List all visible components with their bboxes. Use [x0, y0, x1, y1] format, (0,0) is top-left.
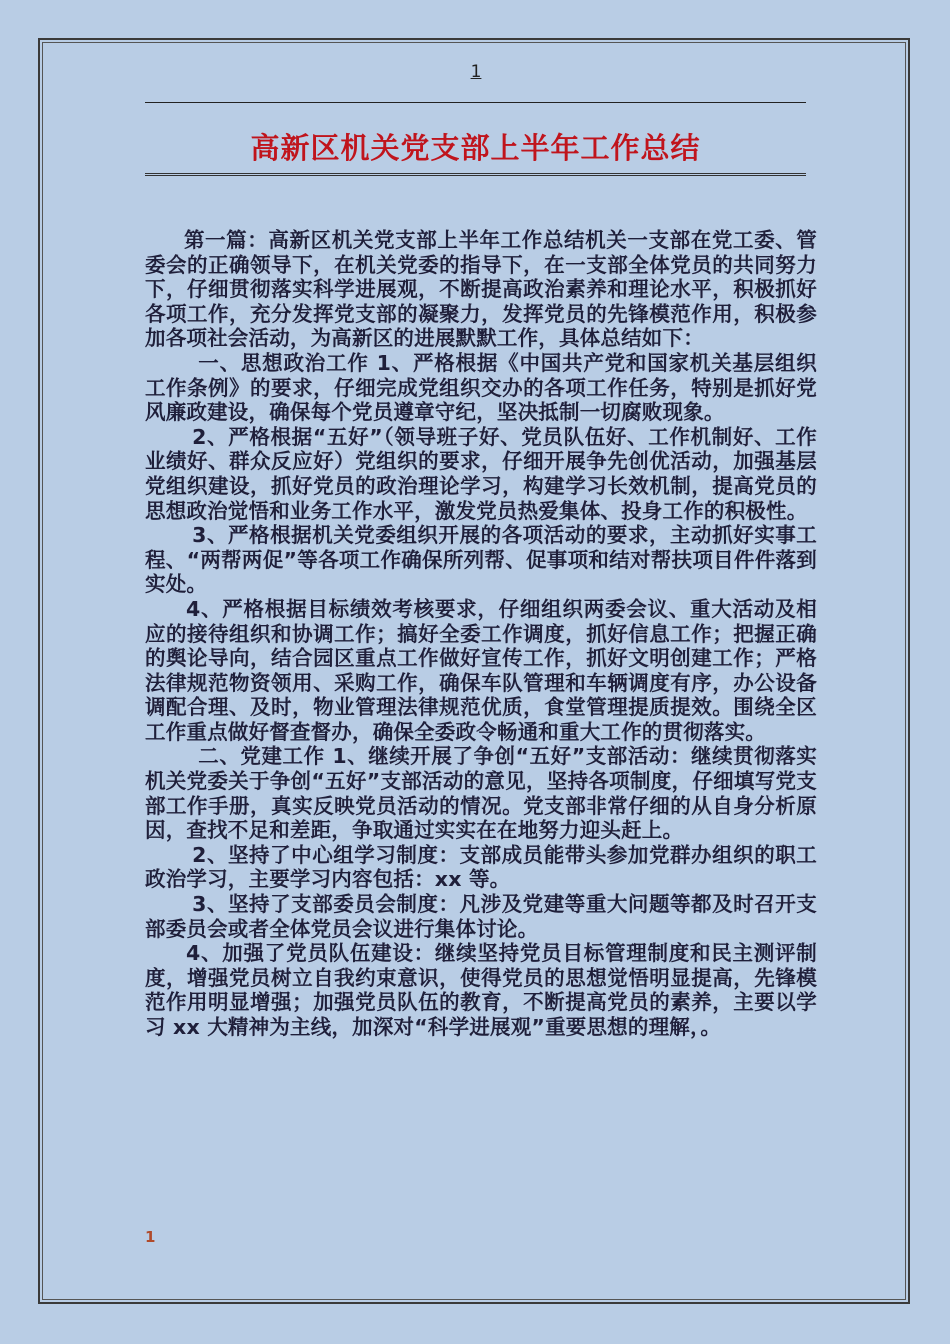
header-divider	[145, 102, 806, 103]
paragraph: 二、党建工作 1、继续开展了争创“五好”支部活动：继续贯彻落实机关党委关于争创“五好”支部活动的意见，坚持各项制度，仔细填写党支部工作手册，真实反映党员活动的情况。党支部非常仔细的从自身分析原因，查找不足和差距，争取通过实实在在地努力迎头赶上。	[145, 744, 817, 843]
footer-page-number: 1	[145, 1228, 156, 1246]
paragraph: 2、严格根据“五好”（领导班子好、党员队伍好、工作机制好、工作业绩好、群众反应好）党组织的要求，仔细开展争先创优活动，加强基层党组织建设，抓好党员的政治理论学习，构建学习长效机制，提高党员的思想政治觉悟和业务工作水平，激发党员热爱集体、投身工作的积极性。	[145, 424, 817, 523]
paragraph: 4、加强了党员队伍建设：继续坚持党员目标管理制度和民主测评制度，增强党员树立自我约束意识，使得党员的思想觉悟明显提高，先锋模范作用明显增强；加强党员队伍的教育，不断提高党员的素养，主要以学习 xx 大精神为主线，加深对“科学进展观”重要思想的理解，。	[145, 941, 817, 1039]
document-title: 高新区机关党支部上半年工作总结	[250, 131, 701, 165]
paragraph: 2、坚持了中心组学习制度：支部成员能带头参加党群办组织的职工政治学习，主要学习内容包括：xx 等。	[145, 842, 817, 892]
header-page-number: 1	[470, 62, 482, 82]
paragraph: 第一篇：高新区机关党支部上半年工作总结机关一支部在党工委、管委会的正确领导下，在机关党委的指导下，在一支部全体党员的共同努力下，仔细贯彻落实科学进展观，不断提高政治素养和理论水平，积极抓好各项工作，充分发挥党支部的凝聚力，发挥党员的先锋模范作用，积极参加各项社会活动，为高新区的进展默默工作，具体总结如下：	[145, 228, 817, 351]
paragraph: 一、思想政治工作 1、严格根据《中国共产党和国家机关基层组织工作条例》的要求，仔细完成党组织交办的各项工作任务，特别是抓好党风廉政建设，确保每个党员遵章守纪，坚决抵制一切腐败现象。	[145, 350, 817, 425]
title-divider	[145, 173, 806, 176]
paragraph: 4、严格根据目标绩效考核要求，仔细组织两委会议、重大活动及相应的接待组织和协调工作；搞好全委工作调度，抓好信息工作；把握正确的舆论导向，结合园区重点工作做好宣传工作，抓好文明创建工作；严格法律规范物资领用、采购工作，确保车队管理和车辆调度有序，办公设备调配合理、及时，物业管理法律规范优质，食堂管理提质提效。围绕全区工作重点做好督查督办，确保全委政令畅通和重大工作的贯彻落实。	[145, 596, 817, 744]
document-body	[145, 228, 817, 1040]
paragraph: 3、坚持了支部委员会制度：凡涉及党建等重大问题等都及时召开支部委员会或者全体党员会议进行集体讨论。	[145, 892, 817, 941]
paragraph: 3、严格根据机关党委组织开展的各项活动的要求，主动抓好实事工程、“两帮两促”等各项工作确保所列帮、促事项和结对帮扶项目件件落到实处。	[145, 523, 817, 597]
